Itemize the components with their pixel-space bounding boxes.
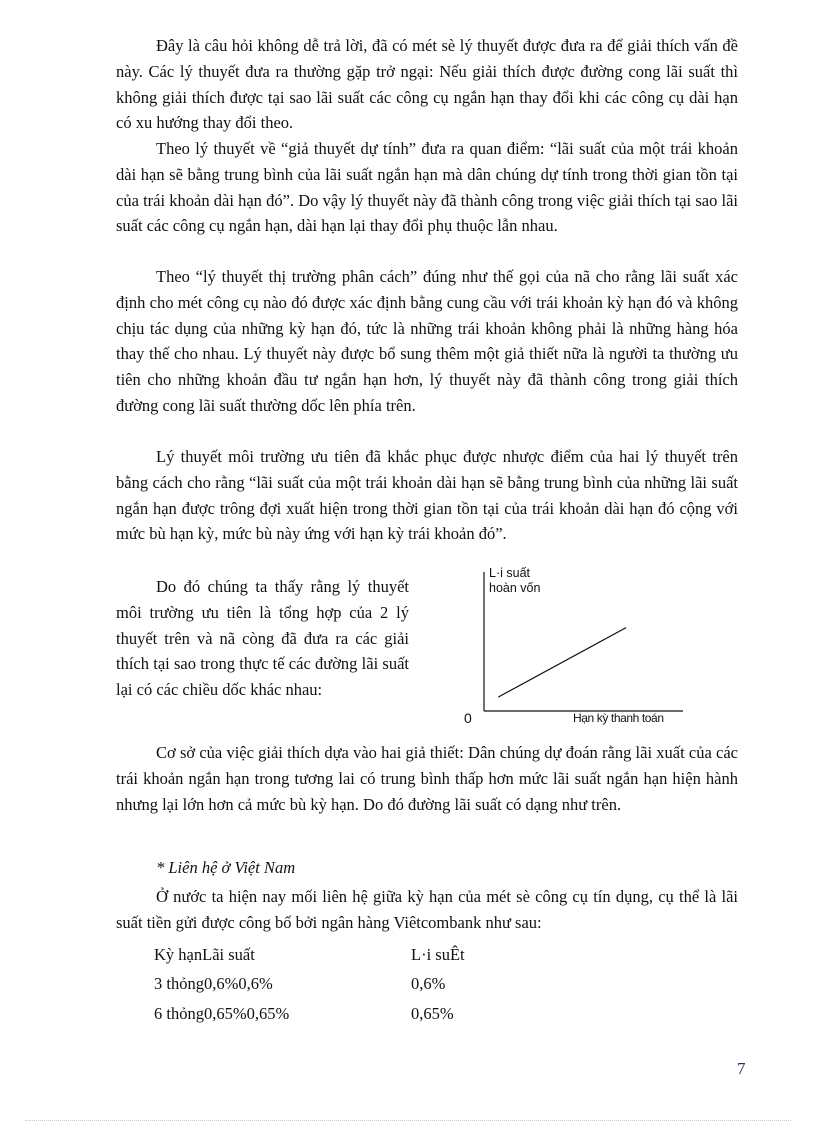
paragraph-vietcombank: Ở nước ta hiện nay mối liên hệ giữa kỳ hạn của mét sè công cụ tín dụng, cụ thể là lãi suất tiền gửi được công bố bởi ngân hàng Viêtcombank như sau:	[116, 887, 738, 932]
paragraph-synthesis: Do đó chúng ta thấy rằng lý thuyết môi trường ưu tiên là tổng hợp của 2 lý thuyết trên và nã còng đã đưa ra các giải thích tại sao trong thực tế các đường lãi suất lại có các chiều dốc khác nhau:	[116, 577, 409, 700]
table-cell: 3 thỏng0,6%0,6%	[154, 974, 273, 994]
table-row	[154, 999, 465, 1029]
chart-origin-label: 0	[464, 710, 472, 726]
table-cell: L·i suÊt	[411, 944, 465, 964]
page-number: 7	[737, 1059, 746, 1078]
table-cell: 6 thỏng0,65%0,65%	[154, 1003, 290, 1023]
yield-curve-chart	[455, 558, 695, 730]
table-row	[154, 970, 465, 1000]
chart-ylabel-line1: L·i suất	[489, 566, 530, 580]
paragraph-preferred-habitat-theory: Lý thuyết môi trường ưu tiên đã khắc phục được nhược điểm của hai lý thuyết trên bằng cách cho rằng “lãi suất của một trái khoản dài hạn sẽ bằng trung bình của những lãi suất ngắn hạn được trông đợi xuất hiện trong thời gian tồn tại của trái khoản dài hạn đó cộng với mức bù hạn kỳ, mức bù này ứng với hạn kỳ trái khoản đó”.	[116, 447, 738, 544]
table-cell: 0,65%	[411, 1003, 454, 1023]
table-cell: 0,6%	[411, 974, 446, 994]
paragraph-explanation: Cơ sở của việc giải thích dựa vào hai giả thiết: Dân chúng dự đoán rằng lãi xuất của các trái khoản ngắn hạn trong tương lai có trung bình thấp hơn mức lãi suất ngắn hạn hiện hành nhưng lại lớn hơn cả mức bù kỳ hạn. Do đó đường lãi suất có dạng như trên.	[116, 743, 738, 814]
table-cell: Kỳ hạnLãi suất	[154, 944, 255, 964]
chart-series-line	[498, 628, 626, 698]
section-heading-vietnam: * Liên hệ ở Việt Nam	[156, 858, 296, 877]
paragraph-segmented-markets-theory: Theo “lý thuyết thị trường phân cách” đúng như thế gọi của nã cho rằng lãi suất xác định cho mét công cụ nào đó được xác định bằng cung cầu với trái khoản kỳ hạn đó và không chịu tác dụng của những kỳ hạn đó, tức là những trái khoản không phải là những hàng hóa thay thế cho nhau. Lý thuyết này được bổ sung thêm một giả thiết nữa là người ta thường ưu tiên cho những khoản đầu tư ngắn hạn hơn, lý thuyết này đã thành công trong giải thích đường cong lãi suất thường dốc lên phía trên.	[116, 267, 738, 415]
paragraph-expectations-theory: Theo lý thuyết về “giả thuyết dự tính” đưa ra quan điểm: “lãi suất của một trái khoản dài hạn sẽ bằng trung bình của lãi suất ngắn hạn mà dân chúng dự tính trong thời gian tồn tại của trái khoản dài hạn đó”. Do vậy lý thuyết này đã thành công trong việc giải thích tại sao lãi suất các công cụ ngắn hạn, dài hạn lại thay đổi phụ thuộc lẫn nhau.	[116, 139, 738, 236]
paragraph-difficulty: Đây là câu hỏi không dễ trả lời, đã có mét sè lý thuyết được đưa ra để giải thích vấn đề này. Các lý thuyết đưa ra thường gặp trở ngại: Nếu giải thích được đường cong lãi suất thì không giải thích được tại sao lãi suất các công cụ ngắn hạn thay đổi khi các công cụ dài hạn có xu hướng thay đổi theo.	[116, 36, 738, 133]
table-row	[154, 940, 465, 970]
chart-ylabel-line2: hoàn vốn	[489, 581, 541, 595]
page-bottom-divider	[25, 1120, 791, 1121]
chart-xlabel: Hạn kỳ thanh toán	[573, 711, 664, 725]
interest-rate-table	[154, 940, 465, 1029]
